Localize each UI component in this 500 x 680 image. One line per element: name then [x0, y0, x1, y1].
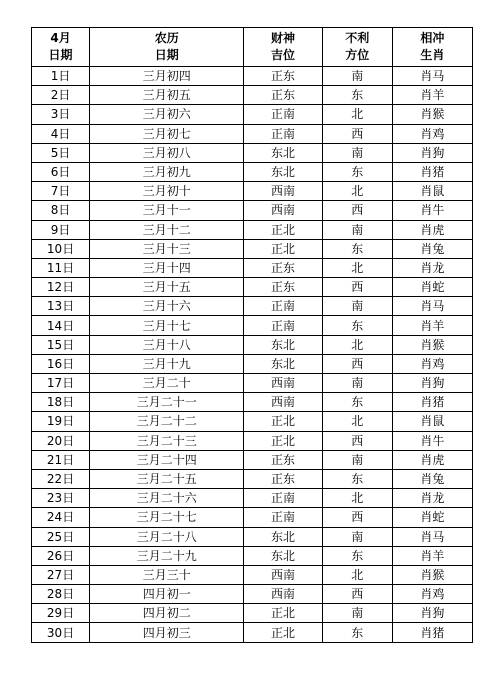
cell-lunar-date: 三月十二 — [90, 220, 244, 239]
cell-clashing-zodiac: 肖猪 — [392, 623, 472, 642]
cell-wealth-direction: 西南 — [244, 393, 322, 412]
table-row — [32, 278, 473, 297]
cell-unfavorable-direction: 东 — [322, 623, 392, 642]
cell-lunar-date: 三月初九 — [90, 162, 244, 181]
table-row — [32, 508, 473, 527]
cell-date: 17日 — [32, 374, 90, 393]
cell-lunar-date: 四月初三 — [90, 623, 244, 642]
cell-lunar-date: 三月十七 — [90, 316, 244, 335]
table-row — [32, 489, 473, 508]
table-row — [32, 604, 473, 623]
cell-unfavorable-direction: 南 — [322, 374, 392, 393]
cell-lunar-date: 三月二十四 — [90, 450, 244, 469]
cell-clashing-zodiac: 肖猪 — [392, 162, 472, 181]
cell-unfavorable-direction: 西 — [322, 354, 392, 373]
cell-unfavorable-direction: 东 — [322, 162, 392, 181]
header-lunar-date: 农历 日期 — [90, 28, 244, 67]
cell-lunar-date: 三月初六 — [90, 105, 244, 124]
cell-date: 29日 — [32, 604, 90, 623]
table-row — [32, 412, 473, 431]
cell-lunar-date: 三月十三 — [90, 239, 244, 258]
cell-date: 18日 — [32, 393, 90, 412]
cell-date: 2日 — [32, 86, 90, 105]
cell-unfavorable-direction: 西 — [322, 585, 392, 604]
cell-unfavorable-direction: 南 — [322, 604, 392, 623]
table-row — [32, 239, 473, 258]
cell-clashing-zodiac: 肖狗 — [392, 604, 472, 623]
table-row — [32, 143, 473, 162]
cell-unfavorable-direction: 东 — [322, 393, 392, 412]
cell-lunar-date: 三月二十五 — [90, 469, 244, 488]
table-row — [32, 220, 473, 239]
header-row — [32, 28, 473, 67]
cell-wealth-direction: 东北 — [244, 546, 322, 565]
cell-date: 19日 — [32, 412, 90, 431]
table-row — [32, 297, 473, 316]
cell-date: 25日 — [32, 527, 90, 546]
cell-clashing-zodiac: 肖鸡 — [392, 124, 472, 143]
cell-date: 16日 — [32, 354, 90, 373]
table-row — [32, 354, 473, 373]
cell-wealth-direction: 正东 — [244, 86, 322, 105]
cell-unfavorable-direction: 西 — [322, 431, 392, 450]
table-row — [32, 393, 473, 412]
cell-lunar-date: 三月初四 — [90, 67, 244, 86]
cell-date: 22日 — [32, 469, 90, 488]
cell-lunar-date: 三月二十三 — [90, 431, 244, 450]
table-row — [32, 258, 473, 277]
table-row — [32, 565, 473, 584]
cell-date: 24日 — [32, 508, 90, 527]
cell-clashing-zodiac: 肖牛 — [392, 201, 472, 220]
cell-unfavorable-direction: 西 — [322, 124, 392, 143]
header-wealth-direction: 财神 吉位 — [244, 28, 322, 67]
cell-date: 20日 — [32, 431, 90, 450]
cell-date: 6日 — [32, 162, 90, 181]
cell-clashing-zodiac: 肖羊 — [392, 546, 472, 565]
cell-wealth-direction: 东北 — [244, 335, 322, 354]
cell-wealth-direction: 西南 — [244, 565, 322, 584]
cell-wealth-direction: 正东 — [244, 469, 322, 488]
cell-clashing-zodiac: 肖兔 — [392, 239, 472, 258]
cell-clashing-zodiac: 肖虎 — [392, 450, 472, 469]
table-row — [32, 527, 473, 546]
cell-wealth-direction: 西南 — [244, 374, 322, 393]
cell-date: 10日 — [32, 239, 90, 258]
cell-date: 30日 — [32, 623, 90, 642]
cell-unfavorable-direction: 北 — [322, 258, 392, 277]
cell-lunar-date: 三月初八 — [90, 143, 244, 162]
table-row — [32, 316, 473, 335]
cell-wealth-direction: 西南 — [244, 182, 322, 201]
table-row — [32, 546, 473, 565]
cell-date: 11日 — [32, 258, 90, 277]
cell-unfavorable-direction: 北 — [322, 565, 392, 584]
cell-wealth-direction: 正南 — [244, 124, 322, 143]
cell-wealth-direction: 正东 — [244, 450, 322, 469]
cell-clashing-zodiac: 肖蛇 — [392, 508, 472, 527]
cell-lunar-date: 三月二十九 — [90, 546, 244, 565]
cell-date: 4日 — [32, 124, 90, 143]
table-row — [32, 201, 473, 220]
cell-lunar-date: 三月十八 — [90, 335, 244, 354]
cell-unfavorable-direction: 南 — [322, 143, 392, 162]
cell-wealth-direction: 正东 — [244, 278, 322, 297]
cell-unfavorable-direction: 东 — [322, 469, 392, 488]
cell-unfavorable-direction: 西 — [322, 508, 392, 527]
cell-clashing-zodiac: 肖鸡 — [392, 354, 472, 373]
cell-date: 26日 — [32, 546, 90, 565]
cell-clashing-zodiac: 肖羊 — [392, 316, 472, 335]
cell-date: 1日 — [32, 67, 90, 86]
cell-date: 8日 — [32, 201, 90, 220]
cell-unfavorable-direction: 南 — [322, 67, 392, 86]
cell-lunar-date: 三月十一 — [90, 201, 244, 220]
table-row — [32, 374, 473, 393]
cell-clashing-zodiac: 肖猪 — [392, 393, 472, 412]
cell-wealth-direction: 正南 — [244, 297, 322, 316]
cell-clashing-zodiac: 肖鸡 — [392, 585, 472, 604]
cell-wealth-direction: 东北 — [244, 162, 322, 181]
cell-lunar-date: 三月十六 — [90, 297, 244, 316]
cell-clashing-zodiac: 肖鼠 — [392, 182, 472, 201]
cell-unfavorable-direction: 南 — [322, 297, 392, 316]
table-row — [32, 335, 473, 354]
cell-clashing-zodiac: 肖马 — [392, 297, 472, 316]
cell-wealth-direction: 正东 — [244, 67, 322, 86]
cell-date: 21日 — [32, 450, 90, 469]
cell-lunar-date: 三月十五 — [90, 278, 244, 297]
cell-lunar-date: 三月初七 — [90, 124, 244, 143]
cell-wealth-direction: 西南 — [244, 585, 322, 604]
cell-wealth-direction: 正南 — [244, 105, 322, 124]
cell-wealth-direction: 正北 — [244, 239, 322, 258]
cell-unfavorable-direction: 南 — [322, 220, 392, 239]
cell-lunar-date: 三月十四 — [90, 258, 244, 277]
cell-wealth-direction: 东北 — [244, 354, 322, 373]
cell-lunar-date: 四月初一 — [90, 585, 244, 604]
cell-lunar-date: 三月初十 — [90, 182, 244, 201]
april-calendar-table — [31, 27, 473, 643]
table-row — [32, 86, 473, 105]
cell-date: 12日 — [32, 278, 90, 297]
cell-date: 3日 — [32, 105, 90, 124]
cell-lunar-date: 三月初五 — [90, 86, 244, 105]
cell-wealth-direction: 正东 — [244, 258, 322, 277]
cell-unfavorable-direction: 北 — [322, 489, 392, 508]
cell-clashing-zodiac: 肖马 — [392, 67, 472, 86]
cell-wealth-direction: 正北 — [244, 220, 322, 239]
cell-unfavorable-direction: 南 — [322, 450, 392, 469]
table-row — [32, 450, 473, 469]
cell-wealth-direction: 东北 — [244, 143, 322, 162]
cell-wealth-direction: 正北 — [244, 623, 322, 642]
cell-lunar-date: 三月二十 — [90, 374, 244, 393]
table-row — [32, 469, 473, 488]
cell-clashing-zodiac: 肖狗 — [392, 374, 472, 393]
cell-date: 5日 — [32, 143, 90, 162]
table-row — [32, 67, 473, 86]
cell-wealth-direction: 正南 — [244, 489, 322, 508]
cell-unfavorable-direction: 东 — [322, 546, 392, 565]
cell-wealth-direction: 正北 — [244, 412, 322, 431]
cell-lunar-date: 三月二十一 — [90, 393, 244, 412]
table-row — [32, 431, 473, 450]
cell-clashing-zodiac: 肖猴 — [392, 105, 472, 124]
table-row — [32, 182, 473, 201]
table-row — [32, 105, 473, 124]
cell-date: 28日 — [32, 585, 90, 604]
cell-unfavorable-direction: 南 — [322, 527, 392, 546]
cell-clashing-zodiac: 肖蛇 — [392, 278, 472, 297]
cell-unfavorable-direction: 北 — [322, 105, 392, 124]
cell-wealth-direction: 正北 — [244, 604, 322, 623]
cell-clashing-zodiac: 肖虎 — [392, 220, 472, 239]
cell-lunar-date: 三月二十八 — [90, 527, 244, 546]
cell-date: 7日 — [32, 182, 90, 201]
cell-lunar-date: 三月三十 — [90, 565, 244, 584]
cell-clashing-zodiac: 肖猴 — [392, 335, 472, 354]
cell-clashing-zodiac: 肖牛 — [392, 431, 472, 450]
cell-date: 9日 — [32, 220, 90, 239]
table-row — [32, 162, 473, 181]
calendar-sheet — [31, 27, 473, 643]
cell-clashing-zodiac: 肖龙 — [392, 258, 472, 277]
cell-unfavorable-direction: 北 — [322, 412, 392, 431]
cell-wealth-direction: 正南 — [244, 316, 322, 335]
cell-date: 14日 — [32, 316, 90, 335]
header-clashing-zodiac: 相冲 生肖 — [392, 28, 472, 67]
table-row — [32, 585, 473, 604]
table-row — [32, 124, 473, 143]
cell-unfavorable-direction: 北 — [322, 182, 392, 201]
cell-lunar-date: 四月初二 — [90, 604, 244, 623]
cell-wealth-direction: 西南 — [244, 201, 322, 220]
cell-wealth-direction: 正南 — [244, 508, 322, 527]
cell-lunar-date: 三月二十七 — [90, 508, 244, 527]
table-row — [32, 623, 473, 642]
cell-date: 15日 — [32, 335, 90, 354]
cell-unfavorable-direction: 东 — [322, 316, 392, 335]
header-date: 4月 日期 — [32, 28, 90, 67]
cell-lunar-date: 三月二十六 — [90, 489, 244, 508]
cell-unfavorable-direction: 西 — [322, 201, 392, 220]
cell-unfavorable-direction: 西 — [322, 278, 392, 297]
cell-lunar-date: 三月二十二 — [90, 412, 244, 431]
cell-date: 23日 — [32, 489, 90, 508]
cell-lunar-date: 三月十九 — [90, 354, 244, 373]
cell-date: 27日 — [32, 565, 90, 584]
cell-clashing-zodiac: 肖兔 — [392, 469, 472, 488]
cell-wealth-direction: 正北 — [244, 431, 322, 450]
cell-date: 13日 — [32, 297, 90, 316]
cell-clashing-zodiac: 肖猴 — [392, 565, 472, 584]
header-unfavorable-direction: 不利 方位 — [322, 28, 392, 67]
cell-clashing-zodiac: 肖狗 — [392, 143, 472, 162]
cell-clashing-zodiac: 肖龙 — [392, 489, 472, 508]
table-body — [32, 67, 473, 643]
cell-unfavorable-direction: 东 — [322, 239, 392, 258]
cell-unfavorable-direction: 北 — [322, 335, 392, 354]
cell-clashing-zodiac: 肖马 — [392, 527, 472, 546]
cell-unfavorable-direction: 东 — [322, 86, 392, 105]
cell-clashing-zodiac: 肖羊 — [392, 86, 472, 105]
cell-wealth-direction: 东北 — [244, 527, 322, 546]
cell-clashing-zodiac: 肖鼠 — [392, 412, 472, 431]
